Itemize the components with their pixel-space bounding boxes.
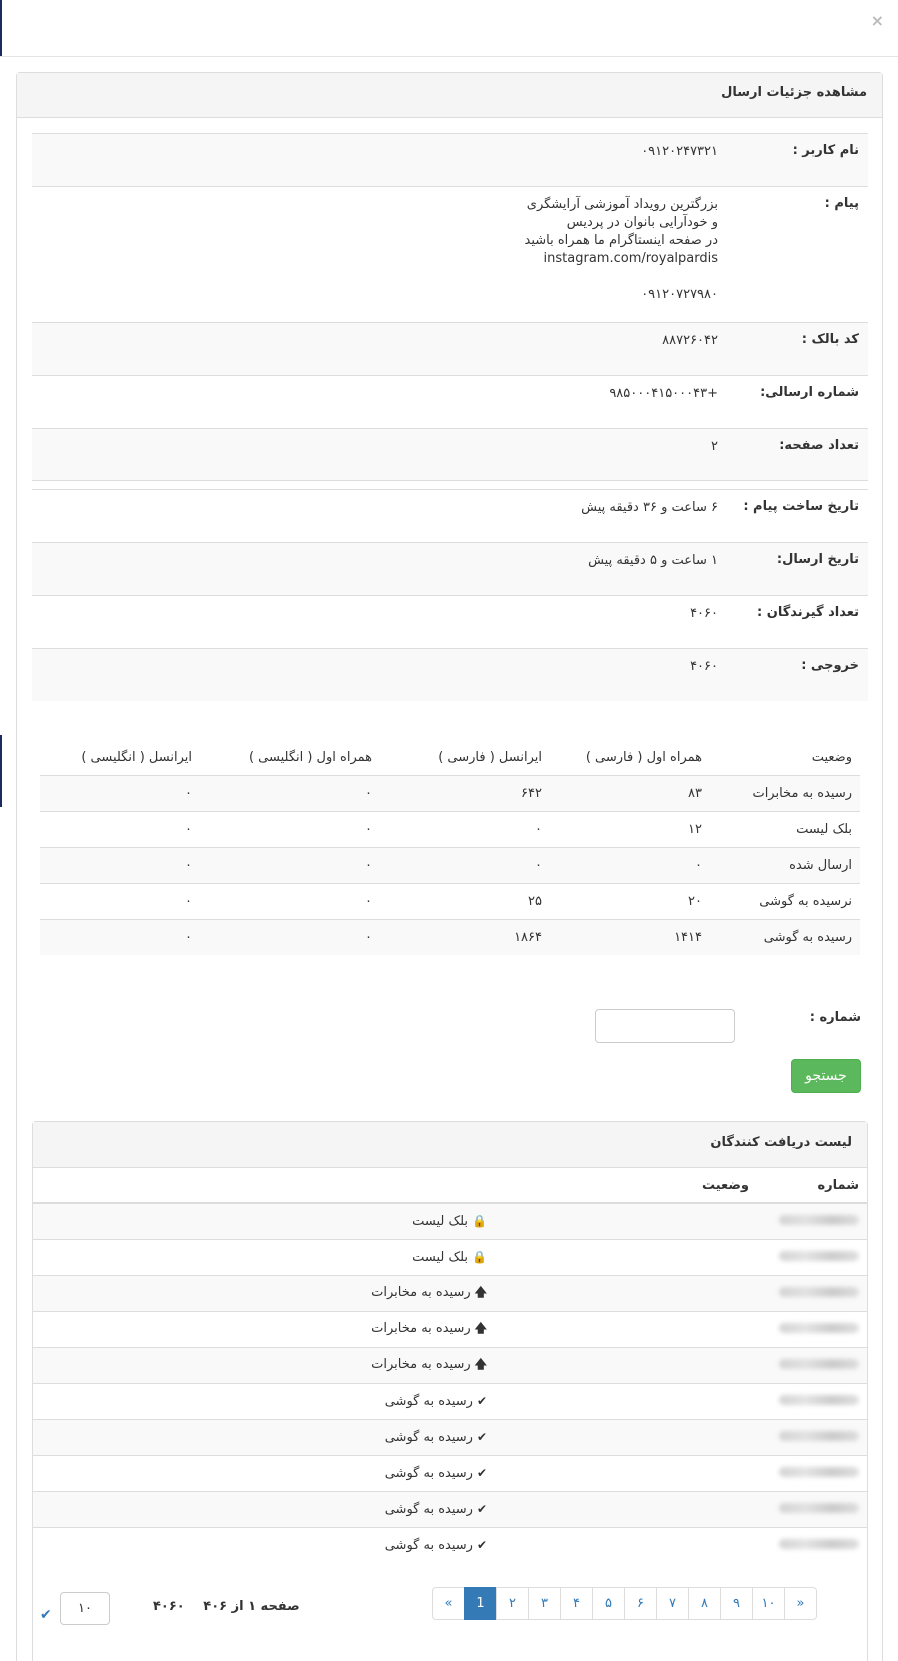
stats-row	[40, 847, 860, 883]
recipients-title: لیست دریافت کنندگان	[33, 1122, 867, 1168]
detail-value: ۴۰۶۰	[690, 606, 718, 621]
recipients-panel	[32, 1121, 868, 1661]
table-row	[33, 1383, 867, 1419]
page-button[interactable]: ۹	[720, 1587, 753, 1620]
detail-label: خروجی :	[801, 658, 859, 673]
detail-label: تعداد صفحه:	[779, 438, 859, 453]
recipient-status	[33, 1203, 757, 1239]
blurred-number	[779, 1287, 859, 1297]
check-icon[interactable]: ✔	[40, 1607, 52, 1623]
page-button[interactable]: ۵	[592, 1587, 625, 1620]
panel-title: مشاهده جزئیات ارسال	[17, 73, 882, 118]
blurred-number	[779, 1359, 859, 1369]
recipient-number-blurred	[757, 1275, 867, 1311]
stats-cell: ۱۲	[550, 811, 710, 847]
stats-cell: نرسیده به گوشی	[710, 883, 860, 919]
recipient-number-blurred	[757, 1203, 867, 1239]
stats-cell: ۰	[200, 811, 380, 847]
blurred-number	[779, 1431, 859, 1441]
check-icon: ✔	[476, 1429, 487, 1444]
modal-header	[0, 0, 898, 57]
detail-value: ۴۰۶۰	[690, 659, 718, 674]
stats-cell: ارسال شده	[710, 847, 860, 883]
stats-cell: ۰	[40, 847, 200, 883]
recipient-status	[33, 1239, 757, 1275]
stats-cell: ۱۴۱۴	[550, 919, 710, 955]
detail-value: ۲	[711, 439, 718, 454]
page-info	[153, 1599, 300, 1614]
number-input[interactable]	[595, 1009, 735, 1043]
stats-header: همراه اول ( فارسی )	[550, 740, 710, 775]
stats-cell: ۰	[200, 847, 380, 883]
status-text: بلک لیست	[412, 1213, 469, 1229]
blurred-number	[779, 1467, 859, 1477]
blurred-number	[779, 1215, 859, 1225]
detail-label: پیام :	[824, 196, 859, 211]
stats-row	[40, 775, 860, 811]
detail-value: ۶ ساعت و ۳۶ دقیقه پیش	[581, 500, 718, 515]
search-button[interactable]: جستجو	[791, 1059, 861, 1093]
detail-value: ۰۹۱۲۰۲۴۷۳۲۱	[641, 144, 718, 159]
status-text: رسیده به گوشی	[384, 1429, 473, 1445]
detail-row	[32, 428, 868, 481]
details-list	[32, 133, 868, 733]
recipient-number-blurred	[757, 1527, 867, 1563]
detail-row	[32, 648, 868, 701]
column-header-status: وضعیت	[33, 1168, 757, 1203]
stats-cell: ۰	[40, 919, 200, 955]
table-row	[33, 1347, 867, 1383]
page-button[interactable]: ۷	[656, 1587, 689, 1620]
table-row	[33, 1527, 867, 1563]
page-button[interactable]: ۸	[688, 1587, 721, 1620]
delivery-stats-table	[40, 740, 860, 955]
blurred-number	[779, 1323, 859, 1333]
total-count: ۴۰۶۰	[153, 1599, 185, 1614]
stats-cell: ۸۳	[550, 775, 710, 811]
page-button[interactable]: ۱۰	[752, 1587, 785, 1620]
check-icon: ✔	[476, 1537, 487, 1552]
arrow-up-icon: 🡅	[474, 1284, 487, 1299]
table-row	[33, 1455, 867, 1491]
recipient-number-blurred	[757, 1491, 867, 1527]
detail-label: تعداد گیرندگان :	[757, 605, 859, 620]
stats-header: وضعیت	[710, 740, 860, 775]
stats-cell: ۰	[40, 883, 200, 919]
stats-cell: ۲۵	[380, 883, 550, 919]
stats-header: ایرانسل ( فارسی )	[380, 740, 550, 775]
stats-cell: ۱۸۶۴	[380, 919, 550, 955]
page-info-text: صفحه ۱ از ۴۰۶	[203, 1599, 300, 1614]
first-page-button[interactable]: «	[432, 1587, 465, 1620]
recipient-status	[33, 1383, 757, 1419]
recipient-status	[33, 1527, 757, 1563]
stats-cell: ۰	[380, 811, 550, 847]
detail-row	[32, 375, 868, 428]
close-icon[interactable]: ×	[870, 11, 884, 30]
page-button[interactable]: ۴	[560, 1587, 593, 1620]
detail-row	[32, 595, 868, 648]
detail-row	[32, 542, 868, 595]
stats-cell: ۰	[40, 775, 200, 811]
recipient-status	[33, 1419, 757, 1455]
status-text: رسیده به مخابرات	[371, 1284, 471, 1300]
detail-row	[32, 133, 868, 186]
recipient-status	[33, 1275, 757, 1311]
lock-icon: 🔒	[472, 1249, 487, 1264]
status-text: بلک لیست	[412, 1249, 469, 1265]
detail-row	[32, 186, 868, 322]
status-text: رسیده به گوشی	[384, 1393, 473, 1409]
stats-row	[40, 883, 860, 919]
check-icon: ✔	[476, 1393, 487, 1408]
recipient-status	[33, 1491, 757, 1527]
status-text: رسیده به مخابرات	[371, 1356, 471, 1372]
page-size-input[interactable]: ۱۰	[60, 1592, 110, 1625]
arrow-up-icon: 🡅	[474, 1356, 487, 1371]
table-row	[33, 1311, 867, 1347]
stats-cell: ۰	[200, 775, 380, 811]
detail-label: تاریخ ساخت پیام :	[743, 499, 859, 514]
detail-label: کد بالک :	[801, 332, 859, 347]
table-row	[33, 1203, 867, 1239]
recipient-number-blurred	[757, 1239, 867, 1275]
recipient-number-blurred	[757, 1455, 867, 1491]
lock-icon: 🔒	[472, 1213, 487, 1228]
status-text: رسیده به مخابرات	[371, 1320, 471, 1336]
recipient-status	[33, 1455, 757, 1491]
stats-row	[40, 919, 860, 955]
check-icon: ✔	[476, 1501, 487, 1516]
detail-label: تاریخ ارسال:	[776, 552, 859, 567]
arrow-up-icon: 🡅	[474, 1320, 487, 1335]
detail-row	[32, 489, 868, 542]
stats-cell: ۰	[40, 811, 200, 847]
stats-row	[40, 811, 860, 847]
stats-cell: ۰	[200, 919, 380, 955]
page-button[interactable]: ۳	[528, 1587, 561, 1620]
column-header-number: شماره	[757, 1168, 867, 1203]
page-button[interactable]: ۲	[496, 1587, 529, 1620]
blurred-number	[779, 1503, 859, 1513]
detail-value: بزرگترین رویداد آموزشی آرایشگری و خودآرایی بانوان در پردیس در صفحه اینستاگرام ما همراه باشید instagram.com/royalpardis ۰۹۱۲۰۷۲۷۹۸۰	[524, 197, 718, 302]
last-page-button[interactable]: »	[784, 1587, 817, 1620]
recipient-number-blurred	[757, 1383, 867, 1419]
recipient-status	[33, 1347, 757, 1383]
recipient-number-blurred	[757, 1311, 867, 1347]
stats-cell: ۲۰	[550, 883, 710, 919]
detail-value: ۸۸۷۲۶۰۴۲	[662, 333, 718, 348]
stats-cell: رسیده به مخابرات	[710, 775, 860, 811]
recipient-number-blurred	[757, 1419, 867, 1455]
recipient-status	[33, 1311, 757, 1347]
status-text: رسیده به گوشی	[384, 1465, 473, 1481]
blurred-number	[779, 1395, 859, 1405]
stats-header: همراه اول ( انگلیسی )	[200, 740, 380, 775]
stats-cell: ۰	[550, 847, 710, 883]
detail-row	[32, 322, 868, 375]
table-row	[33, 1419, 867, 1455]
status-text: رسیده به گوشی	[384, 1537, 473, 1553]
number-label: شماره :	[809, 1010, 861, 1025]
backdrop-edge	[0, 735, 2, 807]
page-button[interactable]: 1	[464, 1587, 497, 1620]
status-text: رسیده به گوشی	[384, 1501, 473, 1517]
stats-cell: ۰	[380, 847, 550, 883]
table-row	[33, 1275, 867, 1311]
detail-label: نام کاربر :	[792, 143, 859, 158]
detail-value: +۹۸۵۰۰۰۴۱۵۰۰۰۴۳	[609, 386, 718, 401]
blurred-number	[779, 1539, 859, 1549]
check-icon: ✔	[476, 1465, 487, 1480]
stats-cell: ۰	[200, 883, 380, 919]
detail-value: ۱ ساعت و ۵ دقیقه پیش	[588, 553, 718, 568]
stats-cell: رسیده به گوشی	[710, 919, 860, 955]
detail-label: شماره ارسالی:	[760, 385, 859, 400]
stats-cell: بلک لیست	[710, 811, 860, 847]
stats-header: ایرانسل ( انگلیسی )	[40, 740, 200, 775]
table-row	[33, 1491, 867, 1527]
pagination	[433, 1587, 817, 1621]
page-button[interactable]: ۶	[624, 1587, 657, 1620]
recipient-number-blurred	[757, 1347, 867, 1383]
blurred-number	[779, 1251, 859, 1261]
stats-cell: ۶۴۲	[380, 775, 550, 811]
table-row	[33, 1239, 867, 1275]
recipients-table	[33, 1168, 867, 1563]
